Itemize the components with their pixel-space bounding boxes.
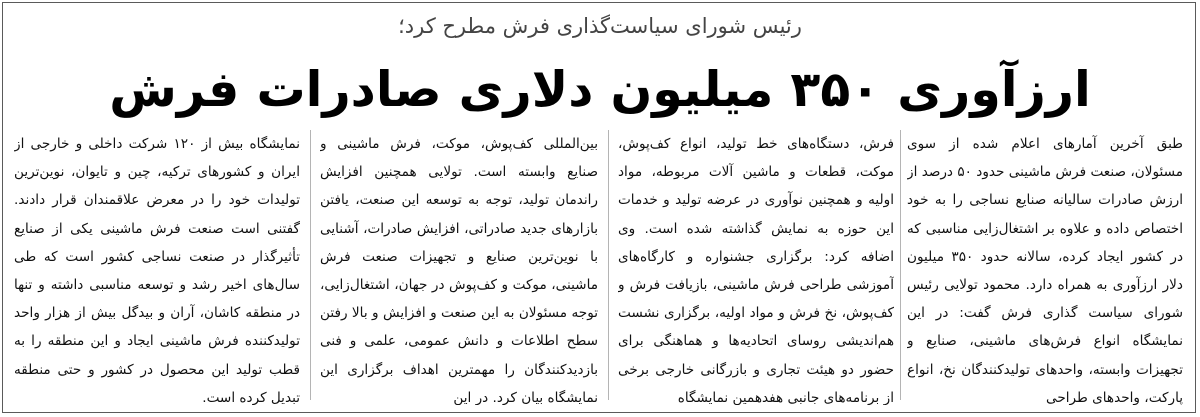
article-column-1: طبق آخرین آمارهای اعلام شده از سوی مسئولان، صنعت فرش ماشینی حدود ۵۰ درصد از ارزش صادرات سالیانه صنایع نساجی را به خود اختصاص داده و علاوه بر اشتغال‌زایی مناسبی که در کشور ایجاد کرده، سالانه حدود ۳۵۰ میلیون دلار ارزآوری به همراه دارد. محمود تولایی رئیس شورای سیاست گذاری فرش گفت: در این نمایشگاه انواع فرش‌های ماشینی، صنایع و تجهیزات وابسته، واحدهای تولیدکنندگان نخ، انواع پارکت، واحدهای طراحی xyxy=(907,136,1183,405)
article-body xyxy=(0,130,1200,410)
column-divider xyxy=(900,130,901,400)
article-kicker: رئیس شورای سیاست‌گذاری فرش مطرح کرد؛ xyxy=(398,14,802,38)
column-divider xyxy=(310,130,311,400)
article-column-2: فرش، دستگاه‌های خط تولید، انواع کف‌پوش، موکت، قطعات و ماشین آلات مربوطه، مواد اولیه و همچنین نوآوری در عرضه تولید و خدمات این حوزه به نمایش گذاشته شده است. وی اضافه کرد: برگزاری جشنواره و کارگاه‌های آموزشی طراحی فرش ماشینی، بازیافت فرش و کف‌پوش، نخ فرش و مواد اولیه، برگزاری نشست هم‌اندیشی روسای اتحادیه‌ها و هماهنگی برای حضور دو هیئت تجاری و بازرگانی خارجی برخی از برنامه‌های جانبی هفدهمین نمایشگاه xyxy=(618,136,894,405)
article-headline: ارزآوری ۳۵۰ میلیون دلاری صادرات فرش xyxy=(109,61,1091,118)
article-column-3: بین‌المللی کف‌پوش، موکت، فرش ماشینی و صنایع وابسته است. تولایی همچنین افزایش راندمان تولید، توجه به توسعه این صنعت، یافتن بازارهای جدید صادراتی، افزایش صادرات، آشنایی با نوین‌ترین صنایع و تجهیزات صنعت فرش ماشینی، موکت و کف‌پوش در جهان، اشتغال‌زایی، توجه مسئولان به این صنعت و افزایش و بالا رفتن سطح اطلاعات و دانش عمومی، علمی و فنی بازدیدکنندگان را مهمترین اهداف برگزاری این نمایشگاه بیان کرد. در این xyxy=(320,136,598,405)
article-column-4: نمایشگاه بیش از ۱۲۰ شرکت داخلی و خارجی از ایران و کشورهای ترکیه، چین و تایوان، نوین‌ترین تولیدات خود را در معرض علاقمندان قرار دادند. گفتنی است صنعت فرش ماشینی یکی از صنایع تأثیرگذار در صنعت نساجی کشور است که طی سال‌های اخیر رشد و توسعه مناسبی داشته و تنها در منطقه کاشان، آران و بیدگل بیش از هزار واحد تولیدکننده فرش ماشینی ایجاد و این منطقه را به قطب تولید این محصول در کشور و حتی منطقه تبدیل کرده است. xyxy=(14,136,300,405)
column-divider xyxy=(608,130,609,400)
